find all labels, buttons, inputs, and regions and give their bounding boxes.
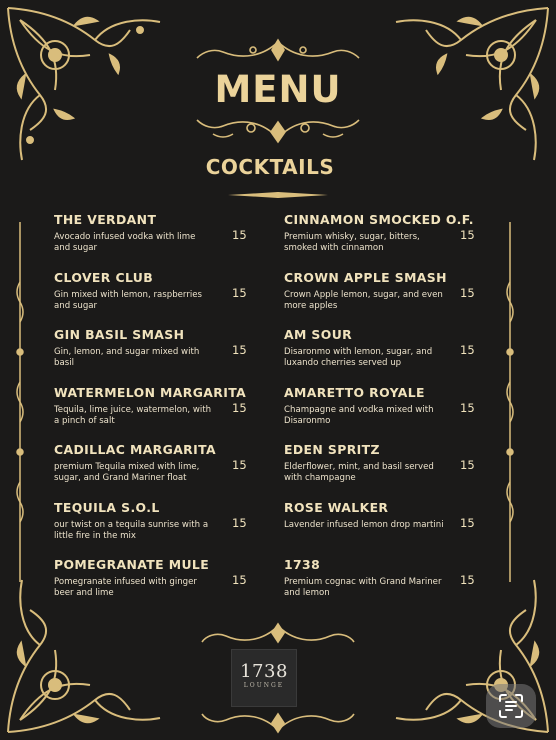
item-name: EDEN SPRITZ	[284, 442, 380, 457]
item-price: 15	[232, 343, 247, 357]
menu-item	[54, 500, 259, 558]
item-name: TEQUILA S.O.L	[54, 499, 160, 515]
ornament-vine-right	[504, 222, 516, 582]
logo-number: 1738	[240, 661, 288, 682]
item-price: 15	[460, 228, 475, 242]
item-description: Premium cognac with Grand Mariner and lemon	[284, 577, 442, 598]
item-description: Lavender infused lemon drop martini	[284, 519, 444, 530]
flourish-divider	[228, 190, 328, 200]
flourish-divider	[193, 38, 363, 64]
menu-item	[284, 557, 474, 615]
menu-item	[284, 327, 474, 385]
menu-item	[54, 212, 259, 270]
flourish-divider	[198, 622, 358, 646]
logo-subtitle: LOUNGE	[243, 682, 285, 689]
menu-item	[284, 500, 474, 558]
menu-item	[54, 327, 259, 385]
item-description: premium Tequila mixed with lime, sugar, and Grand Mariner float	[54, 462, 200, 483]
item-description: Gin, lemon, and sugar mixed with basil	[54, 347, 200, 368]
item-description: Elderflower, mint, and basil served with champagne	[284, 462, 434, 483]
item-price: 15	[460, 285, 475, 300]
flourish-divider	[193, 110, 363, 144]
item-description: Crown Apple lemon, sugar, and even more apples	[284, 289, 443, 311]
item-description: Avocado infused vodka with lime and sugar	[54, 232, 196, 253]
item-price: 15	[460, 343, 475, 357]
lounge-logo	[231, 649, 297, 707]
item-price: 15	[232, 573, 247, 587]
item-price: 15	[460, 515, 475, 530]
item-price: 15	[232, 515, 247, 530]
section-heading: COCKTAILS	[205, 155, 335, 179]
item-name: GIN BASIL SMASH	[54, 327, 185, 342]
item-name: WATERMELON MARGARITA	[54, 384, 247, 400]
menu-item	[284, 442, 474, 500]
item-price: 15	[232, 228, 247, 242]
scan-text-icon	[498, 693, 524, 719]
scan-text-button[interactable]	[486, 684, 536, 728]
item-name: CROWN APPLE SMASH	[284, 269, 447, 285]
page-title: MENU	[214, 68, 342, 111]
item-description: Gin mixed with lemon, raspberries and sugar	[54, 289, 202, 311]
item-price: 15	[232, 400, 247, 415]
item-description: Pomegranate infused with ginger beer and lime	[54, 577, 197, 598]
menu-item	[284, 385, 474, 443]
item-name: CADILLAC MARGARITA	[54, 442, 217, 457]
item-description: Premium whisky, sugar, bitters, smoked with cinnamon	[284, 232, 420, 253]
menu-column-left	[54, 212, 259, 615]
item-description: Champagne and vodka mixed with Disaronmo	[284, 404, 434, 426]
item-description: our twist on a tequila sunrise with a little fire in the mix	[54, 519, 209, 541]
item-price: 15	[460, 400, 475, 415]
item-name: CLOVER CLUB	[54, 269, 154, 285]
menu-item	[284, 212, 474, 270]
item-name: CINNAMON SMOCKED O.F.	[284, 212, 474, 227]
item-name: ROSE WALKER	[284, 499, 389, 515]
menu-item	[54, 385, 259, 443]
item-name: POMEGRANATE MULE	[54, 557, 210, 572]
menu-column-right	[284, 212, 474, 615]
item-name: AMARETTO ROYALE	[284, 384, 425, 400]
item-description: Tequila, lime juice, watermelon, with a pinch of salt	[54, 404, 212, 426]
menu-item	[284, 270, 474, 328]
item-price: 15	[232, 285, 247, 300]
menu-item	[54, 557, 259, 615]
item-name: AM SOUR	[284, 327, 353, 342]
item-price: 15	[460, 573, 475, 587]
item-price: 15	[232, 458, 247, 472]
item-name: 1738	[284, 557, 321, 572]
menu-item	[54, 442, 259, 500]
flourish-divider	[198, 710, 358, 734]
item-price: 15	[460, 458, 475, 472]
item-description: Disaronmo with lemon, sugar, and luxando cherries served up	[284, 347, 433, 368]
ornament-vine-left	[14, 222, 26, 582]
menu-item	[54, 270, 259, 328]
item-name: THE VERDANT	[54, 212, 157, 227]
